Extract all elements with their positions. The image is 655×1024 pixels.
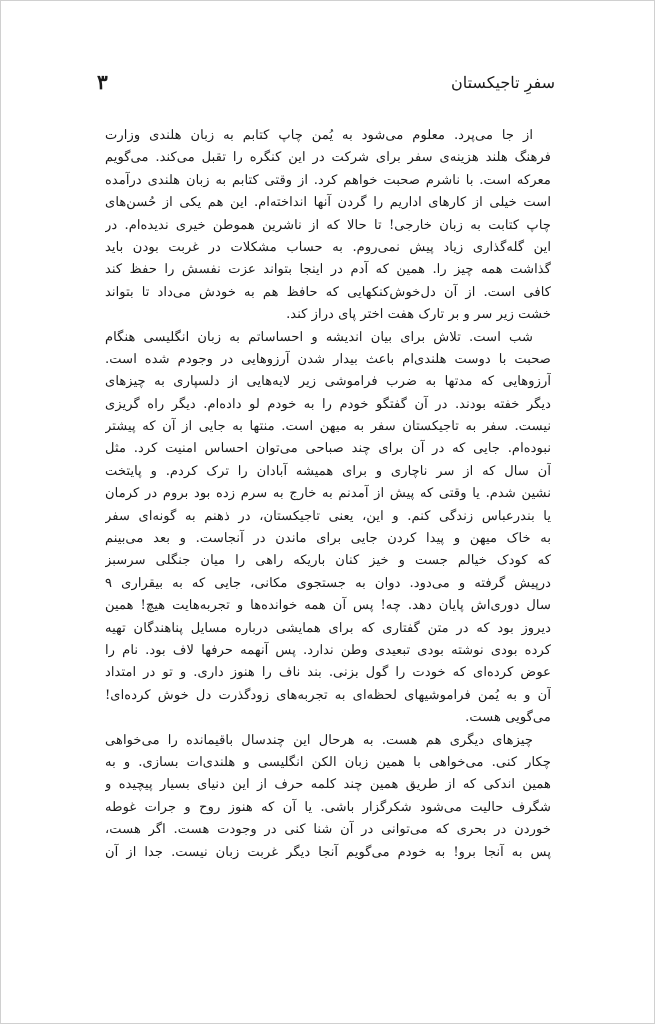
text-line: از جا می‌پرد. معلوم می‌شود به یُمن چاپ کتابم به زبان هلندی وزارت [105, 128, 533, 143]
text-line: چاپ کتابت به زبان خارجی! تا حالا که از ناشرین هموطن خیری ندیده‌ام. در [105, 217, 551, 233]
page-header [95, 67, 555, 97]
text-line: دیگر خفته بودند. در آن گفتگو خودم را به خودم لو داده‌ام. دیگر راه گریزی [105, 396, 551, 412]
text-line: شگرف حالیت می‌شود شکرگزار باشی. یا آن که هنوز روح و جرات غوطه [105, 799, 551, 815]
text-line: چکار کنی. می‌خواهی با همین زبان الکن انگلیسی و هلندی‌ات بسازی. و به [105, 754, 551, 770]
text-line: آن و به یُمن فراموشیهای لحظه‌ای به تجربه‌های زودگذرت دل خوش کرده‌ای! [105, 687, 551, 703]
text-line: خشت زیر سر و بر تارک هفت اختر پای دراز کند. [286, 307, 551, 323]
text-line: معرکه است. با ناشرم صحبت خواهم کرد. از وقتی کتابم به زبان هلندی درآمده [105, 172, 551, 188]
text-line: است خیلی از کارهای اداریم را گردن آنها انداخته‌ام. این هم یکی از حُسن‌های [105, 195, 551, 211]
text-line: که کودک خیالم جست و خیز کنان باریکه راهی را میان جنگلی سرسبز [105, 553, 551, 569]
text-line: آرزوهایی که مدتها به ضرب فراموشی زیر لایه‌هایی از دلسپاری به چیزهای [105, 374, 551, 390]
text-line: می‌گویی هست. [465, 710, 551, 726]
text-line: گذاشت همه چیز را. همین که آدم در اینجا بتواند عزت نفسش را حفظ کند [105, 262, 551, 278]
text-line: به خاک میهن و پیدا کردن جایی برای ماندن در آنجاست. و بعد می‌بینم [105, 531, 551, 547]
text-line: سال دوری‌اش پایان دهد. چه! پس آن همه خوانده‌ها و تجربه‌هایت هیچ! همین [105, 598, 551, 614]
body-text [105, 125, 551, 925]
text-line: شب است. تلاش برای بیان اندیشه و احساساتم به زبان انگلیسی هنگام [105, 329, 533, 345]
text-line: نشین شدم. یا وقتی که پیش از آمدنم به خارج به سرم زده بود بروم در کرمان [105, 486, 551, 502]
text-line: پس به آنجا برو! به خودم می‌گویم آنجا دیگر غربت زبان نیست. جدا از آن [105, 844, 551, 860]
text-line: یا بندرعباس زندگی کنم. و این، یعنی تاجیکستان، در ذهنم به گونه‌ای سفر [105, 508, 551, 524]
text-line: نبوده‌ام. جایی که در آن برای چند صباحی می‌توان احساس امنیت کرد. مثل [105, 441, 551, 457]
text-line: درپیش گرفته و می‌دود. دوان به جستجوی مکانی، جایی که به بیقراری ۹ [105, 575, 551, 591]
text-line: دیروز بود که در متن گفتاری که برای همایشی درباره مسایل پناهندگان تهیه [105, 620, 551, 636]
text-line: این گله‌گذاری زیاد پیش نمی‌روم. به حساب مشکلات در غربت بودن باید [105, 239, 551, 255]
running-head: سفرِ تاجیکستان [450, 72, 555, 92]
page-number: ۳ [97, 70, 108, 94]
text-line: کرده بودی نوشته بودی تبعیدی وطن ندارد. پس آنهمه حرفها لاف بود. نام را [105, 642, 551, 658]
text-line: صحبت با دوست هلندی‌ام باعث بیدار شدن آرزوهایی در وجودم شده است. [105, 351, 551, 367]
text-line: آن سال که از سر ناچاری و برای همیشه آبادان را ترک کردم. و پایتخت [105, 463, 551, 479]
text-line: کافی است. از آن دل‌خوش‌کنکهایی که حافظ هم به خودش می‌داد تا بتواند [105, 284, 551, 300]
text-line: چیزهای دیگری هم هست. به هرحال این چندسال باقیمانده را می‌خواهی [105, 732, 533, 748]
text-line: عوض کرده‌ای که خودت را گول بزنی. بند ناف را هنوز داری. و تو در امتداد [105, 665, 551, 681]
text-line: همین اندکی که از طریق همین چند کلمه حرف از این دنیای بسیار پیچیده و [105, 777, 551, 793]
text-line: خوردن در بحری که می‌توانی در آن شنا کنی در وجودت هست. اگر هست، [105, 822, 551, 838]
text-line: نیست. سفر به تاجیکستان سفر به میهن است. منتها به جایی از آن که پیشتر [105, 419, 551, 435]
text-line: فرهنگ هلند هزینه‌ی سفر برای شرکت در این کنگره را تقبل می‌کند. می‌گویم [105, 150, 551, 166]
